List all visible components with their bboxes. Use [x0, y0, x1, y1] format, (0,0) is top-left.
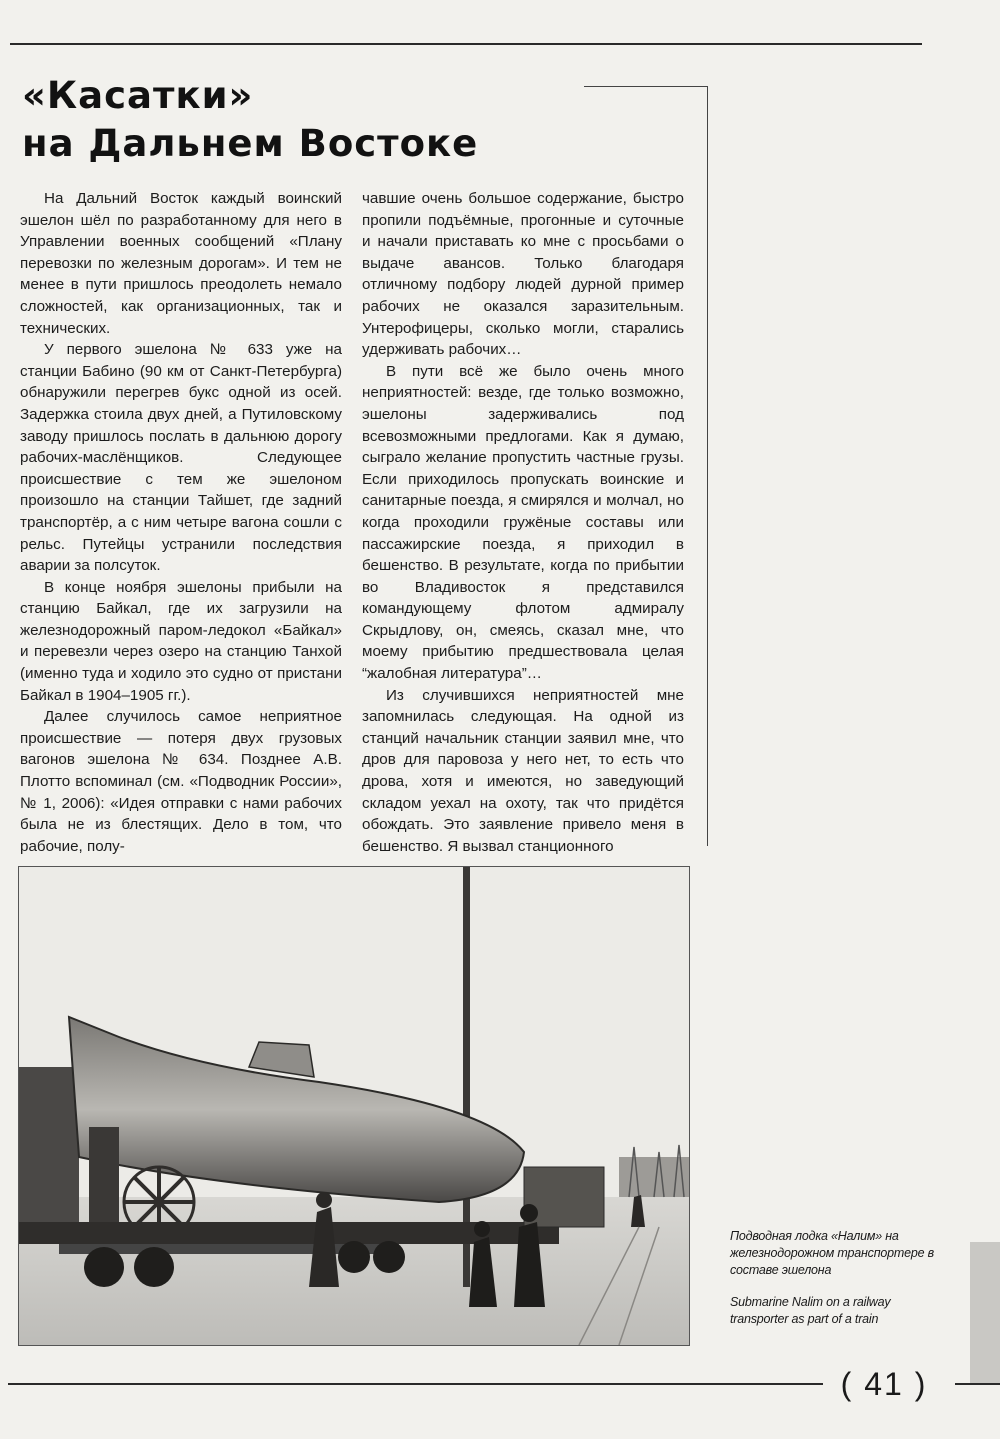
- bottom-rule-right: [955, 1383, 1000, 1385]
- photo-caption-en: Submarine Nalim on a railway transporter as part of a train: [730, 1295, 891, 1326]
- top-rule: [10, 43, 922, 45]
- article-frame-right: [707, 86, 708, 846]
- paragraph: У первого эшелона № 633 уже на станции Бабино (90 км от Санкт-Петербурга) обнаружили перегрев букс одной из осей. Задержка стоила двух дней, а Путиловскому заводу пришлось послать в дальнюю дорогу рабочих-маслёнщиков. Следующее происшествие с тем же эшелоном произошло на станции Тайшет, где задний транспортёр, а с ним четыре вагона сошли с рельс. Путейцы устранили последствия аварии за полсуток.: [20, 341, 342, 575]
- photo-illustration: [19, 867, 689, 1345]
- article-column-1: [20, 188, 342, 857]
- page-edge-tab: [970, 1242, 1000, 1384]
- page-title: [22, 72, 582, 168]
- article-column-2: [362, 188, 684, 857]
- photo-caption-ru: Подводная лодка «Налим» на железнодорожном транспортере в составе эшелона: [730, 1229, 934, 1277]
- paragraph: В конце ноября эшелоны прибыли на станцию Байкал, где их загрузили на железнодорожный паром-ледокол «Байкал» и перевезли через озеро на станцию Танхой (именно туда и ходило это судно от пристани Байкал в 1904–1905 гг.).: [20, 578, 342, 704]
- title-line-1: «Касатки»: [22, 74, 254, 117]
- paragraph: В пути всё же было очень много неприятностей: везде, где только возможно, эшелоны задерживались под всевозможными предлогами. Как я думаю, сыграло желание пропустить частные грузы. Если приходилось пропускать воинские и санитарные поезда, я смирялся и молчал, но когда проходили гружёные составы или пассажирские поезда, я приходил в бешенство. В результате, когда по прибытии во Владивосток я представился командующему флотом адмиралу Скрыдлову, он, смеясь, сказал мне, что моему прибытию предшествовала целая “жалобная литература”…: [362, 362, 684, 683]
- paragraph: чавшие очень большое содержание, быстро пропили подъёмные, прогонные и суточные и начали приставать ко мне с просьбами о выдаче авансов. Только благодаря отличному подбору людей дурной пример рабочих не оказался заразительным. Унтерофицеры, сколько могли, старались удерживать рабочих…: [362, 190, 684, 359]
- article-frame-top: [584, 86, 708, 87]
- page-number: ( 41 ): [840, 1366, 928, 1402]
- paragraph: Из случившихся неприятностей мне запомнилась следующая. На одной из станций начальник станции заявил мне, что дров для паровоза у него нет, то есть что дрова, хотя и имеются, но заведующий складом уехал на охоту, так что придётся обождать. Это заявление привело меня в бешенство. Я вызвал станционного: [362, 686, 684, 855]
- title-line-2: на Дальнем Востоке: [22, 122, 479, 165]
- bottom-rule-left: [8, 1383, 823, 1385]
- paragraph: Далее случилось самое неприятное происшествие — потеря двух грузовых вагонов эшелона № 634. Позднее А.В. Плотто вспоминал (см. «Подводник России», № 1, 2006): «Идея отправки с нами рабочих была не из блестящих. Дело в том, что рабочие, полу-: [20, 708, 342, 855]
- submarine-train-photo: [18, 866, 690, 1346]
- paragraph: На Дальний Восток каждый воинский эшелон шёл по разработанному для него в Управлении военных сообщений «Плану перевозки по железным дорогам». И тем не менее в пути пришлось преодолеть немало сложностей, как организационных, так и технических.: [20, 190, 342, 337]
